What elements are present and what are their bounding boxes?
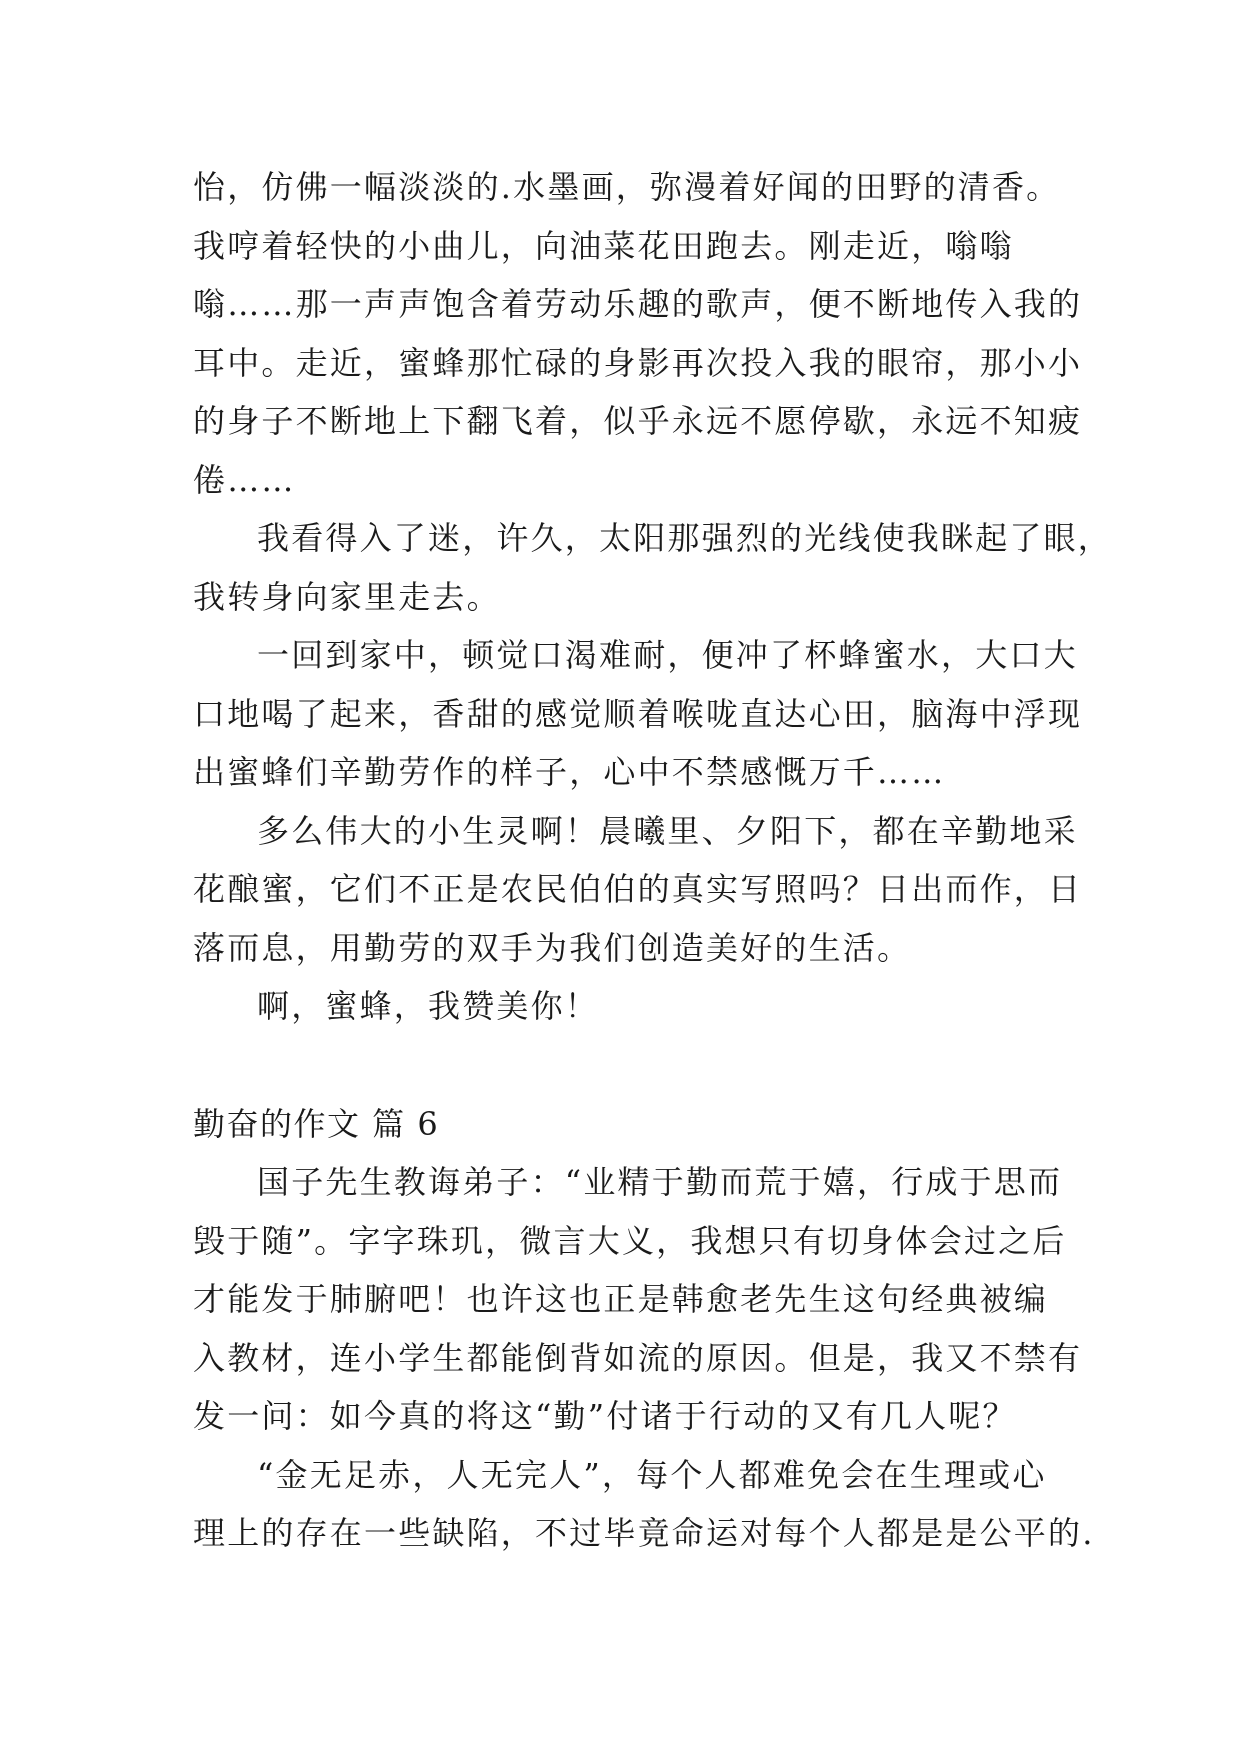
paragraph-first-line: 一回到家中，顿觉口渴难耐，便冲了杯蜂蜜水，大口大 <box>257 636 1078 674</box>
text-line: 嗡……那一声声饱含着劳动乐趣的歌声，便不断地传入我的 <box>193 285 1083 323</box>
section-heading: 勤奋的作文 篇 6 <box>193 1104 440 1143</box>
text-line: 口地喝了起来，香甜的感觉顺着喉咙直达心田，脑海中浮现 <box>193 694 1083 733</box>
document-body <box>193 158 1113 1563</box>
text-line: 出蜜蜂们辛勤劳作的样子，心中不禁感慨万千…… <box>193 753 946 791</box>
text-line: 理上的存在一些缺陷，不过毕竟命运对每个人都是是公平的. <box>193 1514 1095 1552</box>
text-line: 落而息，用勤劳的双手为我们创造美好的生活。 <box>193 928 912 967</box>
paragraph-first-line: 我看得入了迷，许久，太阳那强烈的光线使我眯起了眼， <box>257 519 1113 557</box>
text-line: 才能发于肺腑吧！也许这也正是韩愈老先生这句经典被编 <box>193 1280 1049 1318</box>
paragraph-first-line: 国子先生教诲弟子：“业精于勤而荒于嬉，行成于思而 <box>257 1163 1063 1201</box>
text-line: 倦…… <box>193 460 296 499</box>
text-line: 我转身向家里走去。 <box>193 577 501 616</box>
text-line: 花酿蜜，它们不正是农民伯伯的真实写照吗？日出而作，日 <box>193 870 1083 908</box>
text-line: 耳中。走近，蜜蜂那忙碌的身影再次投入我的眼帘，那小小 <box>193 343 1083 382</box>
text-line: 入教材，连小学生都能倒背如流的原因。但是，我又不禁有 <box>193 1338 1083 1377</box>
paragraph-first-line: “金无足赤，人无完人”，每个人都难免会在生理或心 <box>257 1455 1047 1494</box>
text-line: 怡，仿佛一幅淡淡的.水墨画，弥漫着好闻的田野的清香。 <box>193 168 1061 206</box>
section-spacer <box>193 1036 1055 1095</box>
text-line: 毁于随”。字字珠玑，微言大义，我想只有切身体会过之后 <box>193 1221 1067 1260</box>
paragraph-first-line: 多么伟大的小生灵啊！晨曦里、夕阳下，都在辛勤地采 <box>257 811 1078 850</box>
text-line: 的身子不断地上下翻飞着，似乎永远不愿停歇，永远不知疲 <box>193 402 1083 440</box>
text-line: 我哼着轻快的小曲儿，向油菜花田跑去。刚走近，嗡嗡 <box>193 226 1014 265</box>
text-line: 发一问：如今真的将这“勤”付诸于行动的又有几人呢？ <box>193 1397 1017 1435</box>
paragraph-first-line: 啊，蜜蜂，我赞美你！ <box>257 987 600 1025</box>
